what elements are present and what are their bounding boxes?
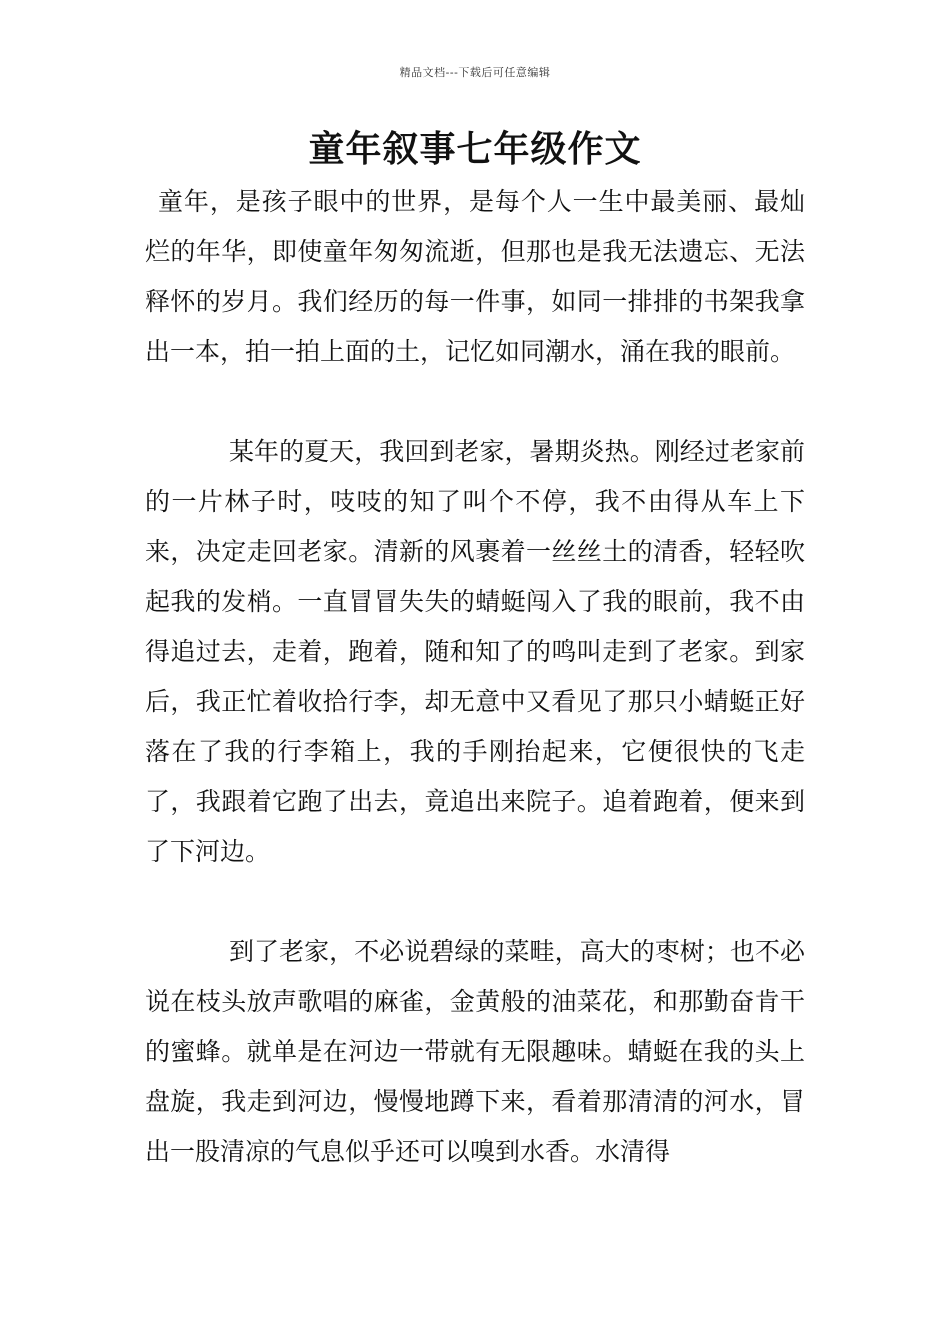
paragraph-2: 某年的夏天，我回到老家，暑期炎热。刚经过老家前的一片林子时，吱吱的知了叫个不停，我不由得从车上下来，决定走回老家。清新的风裹着一丝丝土的清香，轻轻吹起我的发梢。一直冒冒失失的蜻蜓闯入了我的眼前，我不由得追过去，走着，跑着，随和知了的鸣叫走到了老家。到家后，我正忙着收拾行李，却无意中又看见了那只小蜻蜓正好落在了我的行李箱上，我的手刚抬起来，它便很快的飞走了，我跟着它跑了出去，竟追出来院子。追着跑着，便来到了下河边。 — [145, 437, 805, 866]
page-title: 童年叙事七年级作文 — [308, 129, 642, 170]
paragraph-1: 童年，是孩子眼中的世界，是每个人一生中最美丽、最灿烂的年华，即使童年匆匆流逝，但那也是我无法遗忘、无法释怀的岁月。我们经历的每一件事，如同一排排的书架我拿出一本，拍一拍上面的土，记忆如同潮水，涌在我的眼前。 — [145, 187, 805, 366]
page-header: 精品文档---下载后可任意编辑 — [399, 66, 551, 79]
document-body — [145, 177, 805, 1177]
paragraph-3: 到了老家，不必说碧绿的菜畦，高大的枣树；也不必说在枝头放声歌唱的麻雀，金黄般的油菜花，和那勤奋肯干的蜜蜂。就单是在河边一带就有无限趣味。蜻蜓在我的头上盘旋，我走到河边，慢慢地蹲下来，看着那清清的河水，冒出一股清凉的气息似乎还可以嗅到水香。水清得 — [145, 937, 805, 1166]
